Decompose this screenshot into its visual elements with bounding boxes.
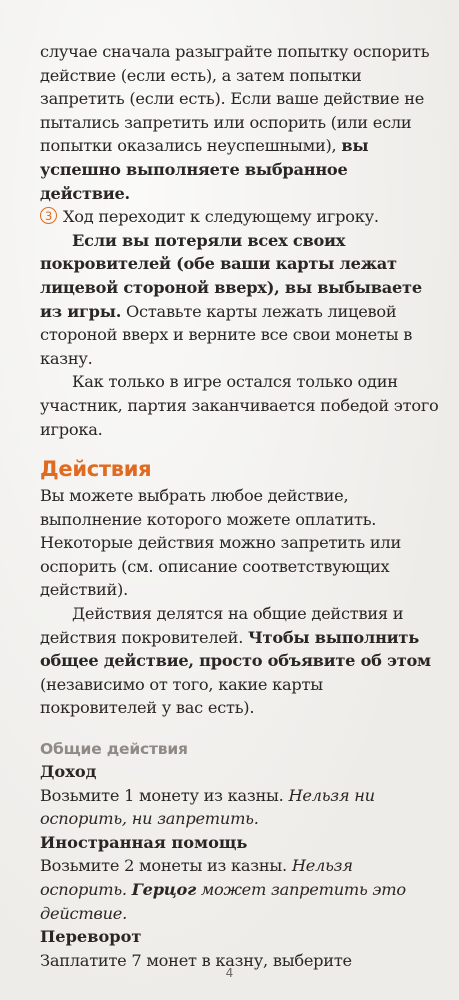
actions-intro-paragraph: Вы можете выбрать любое действие, выполнение которого можете оплатить. Некоторые действия можно запретить или оспорить (см. описание соответствующих действий). <box>40 486 401 600</box>
foreign-aid-duke-name: Герцог <box>131 880 196 899</box>
foreign-aid-duke-note: может запретить это действие. <box>40 880 406 923</box>
general-actions-heading: Общие действия <box>40 740 188 759</box>
actions-section-title: Действия <box>40 457 152 482</box>
elimination-text: Оставьте карты лежать лицевой стороной вверх и верните все свои монеты в казну. <box>40 301 413 368</box>
step-3-number-badge: 3 <box>40 207 57 224</box>
income-italic-note: Нельзя ни оспорить, ни запретить. <box>40 785 375 829</box>
turn-resolution-paragraph <box>40 40 439 205</box>
income-text: Возьмите 1 монету из казны. <box>40 785 284 805</box>
coup-description: Заплатите 7 монет в казну, выберите <box>40 950 352 970</box>
foreign-aid-title: Иностранная помощь <box>40 832 248 852</box>
step-3-line <box>40 205 439 229</box>
foreign-aid-description <box>40 854 439 925</box>
step-3-text: Ход переходит к следующему игроку. <box>63 207 379 227</box>
actions-types-bold-text: Чтобы выполнить общее действие, просто объявите об этом <box>40 627 431 671</box>
actions-types-tail-text: (независимо от того, какие карты покровителей у вас есть). <box>40 674 323 718</box>
actions-types-paragraph <box>40 602 439 720</box>
resolution-bold-text: вы успешно выполняете выбранное действие. <box>40 136 369 203</box>
actions-types-text: Действия делятся на общие действия и действия покровителей. <box>40 604 404 647</box>
foreign-aid-text: Возьмите 2 монеты из казны. <box>40 856 287 876</box>
elimination-paragraph <box>40 229 439 371</box>
foreign-aid-italic-note: Нельзя оспорить. <box>40 856 353 899</box>
income-title: Доход <box>40 762 97 782</box>
coup-title: Переворот <box>40 927 142 947</box>
victory-paragraph: Как только в игре остался только один участник, партия заканчивается победой этого игрока. <box>40 372 439 439</box>
page-number: 4 <box>225 966 234 980</box>
income-description <box>40 784 439 831</box>
elimination-bold-text: Если вы потеряли всех своих покровителей (обе ваши карты лежат лицевой стороной вверх), вы выбываете из игры. <box>40 230 422 321</box>
resolution-text: случае сначала разыграйте попытку оспорить действие (если есть), а затем попытки запретить (если есть). Если ваше действие не пытались запретить или оспорить (или если попытки оказались неуспешными), <box>40 42 430 156</box>
